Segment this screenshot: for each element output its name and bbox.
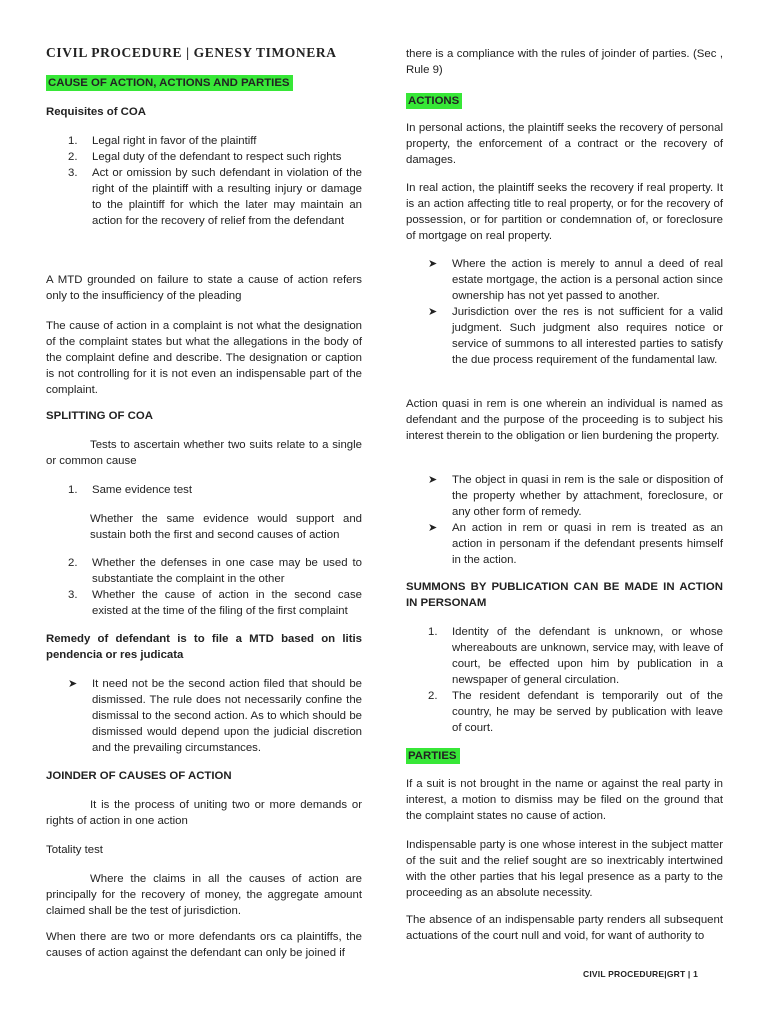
list-number: 3.: [68, 167, 78, 179]
requisites-list: [46, 133, 362, 229]
paragraph-quasi-in-rem: Action quasi in rem is one wherein an individual is named as defendant and the purpose of the proceeding is to subject his interest therein to the obligation or lien burdening the property.: [406, 398, 723, 442]
list-item-text: Jurisdiction over the res is not sufficient for a valid judgment. Such judgment also requires notice or service of summons to all interested parties to satisfy the due process requirement of the fundamental law.: [452, 306, 723, 366]
page-number: 1: [693, 969, 699, 979]
list-item-text: Act or omission by such defendant in violation of the right of the plaintiff with a resulting injury or damage to the plaintiff for which the later may maintain an action for the recovery of relief from the defendant: [92, 167, 362, 227]
paragraph-continuation: there is a compliance with the rules of joinder of parties. (Sec , Rule 9): [406, 48, 723, 76]
numbered-item: [406, 688, 723, 736]
list-item-text: The object in quasi in rem is the sale or disposition of the property whether by attachment, foreclosure, or any other form of remedy.: [452, 474, 723, 518]
numbered-item: [46, 133, 362, 149]
list-number: 2.: [428, 690, 438, 702]
list-item-text: Whether the defenses in one case may be used to substantiate the complaint in the other: [92, 557, 362, 585]
numbered-item: [406, 624, 723, 688]
list-item-text: Same evidence test: [92, 484, 193, 496]
paragraph-totality: Where the claims in all the causes of action are principally for the recovery of money, the aggregate amount claimed shall be the test of jurisdiction.: [46, 873, 362, 917]
paragraph-defendants: When there are two or more defendants ors ca plaintiffs, the causes of action against the defendant can only be joined if: [46, 931, 362, 959]
list-number: 2.: [68, 151, 78, 163]
list-item-text: Legal right in favor of the plaintiff: [92, 135, 257, 147]
footer-text: CIVIL PROCEDURE|GRT |: [583, 969, 694, 979]
heading-totality: Totality test: [46, 844, 103, 856]
paragraph-mtd: A MTD grounded on failure to state a cause of action refers only to the insufficiency of the pleading: [46, 274, 362, 302]
list-number: 1.: [68, 484, 78, 496]
paragraph-indispensable: Indispensable party is one whose interest in the subject matter of the suit and the relief sought are so inextricably intertwined with the other parties that his legal presence as a party to the proceeding as an absolute necessity.: [406, 839, 723, 899]
arrow-bullet-icon: ➤: [428, 474, 438, 486]
page-footer: [583, 966, 698, 982]
arrow-bullet-icon: ➤: [428, 306, 438, 318]
section-heading-cause: [46, 75, 362, 91]
list-item-text: It need not be the second action filed that should be dismissed. The rule does not necessarily confine the dismissal to the second action. As to which should be dismissed would depend upon the judicial discretion and the prevailing circumstances.: [92, 678, 362, 754]
section-heading-actions: [406, 93, 723, 109]
list-number: 1.: [428, 626, 438, 638]
heading-highlight: PARTIES: [406, 748, 460, 764]
document-title: CIVIL PROCEDURE | GENESY TIMONERA: [46, 45, 337, 60]
list-item-text: The resident defendant is temporarily out of the country, he may be served by publication with leave of court.: [452, 690, 723, 734]
numbered-item: [46, 587, 362, 619]
paragraph-tests: Tests to ascertain whether two suits relate to a single or common cause: [46, 439, 362, 467]
list-item-text: Where the action is merely to annul a deed of real estate mortgage, the action is a personal action since ownership has not yet passed to another.: [452, 258, 723, 302]
list-number: 2.: [68, 557, 78, 569]
paragraph-joinder: It is the process of uniting two or more demands or rights of action in one action: [46, 799, 362, 827]
heading-highlight: ACTIONS: [406, 93, 462, 109]
list-item-text: Legal duty of the defendant to respect such rights: [92, 151, 342, 163]
paragraph-cause-of-action: The cause of action in a complaint is not what the designation of the complaint states but what the allegations in the body of the complaint define and describe. The designation or caption is not controlling for it is not even an indispensable part of the complaint.: [46, 320, 362, 396]
bullet-item: [46, 676, 362, 756]
arrow-bullet-icon: ➤: [68, 678, 78, 690]
test-list-1: [46, 482, 362, 498]
section-heading-parties: [406, 748, 723, 764]
heading-splitting: SPLITTING OF COA: [46, 410, 153, 422]
heading-requisites: Requisites of COA: [46, 106, 146, 118]
quasi-bullets: [406, 472, 723, 568]
list-number: 1.: [68, 135, 78, 147]
heading-summons: SUMMONS BY PUBLICATION CAN BE MADE IN ACTION IN PERSONAM: [406, 581, 723, 609]
bullet-item: [406, 256, 723, 304]
bullet-item: [406, 304, 723, 368]
list-item-text: Whether the cause of action in the second case existed at the time of the filing of the first complaint: [92, 589, 362, 617]
paragraph-personal-actions: In personal actions, the plaintiff seeks the recovery of personal property, the enforcement of a contract or the recovery of damages.: [406, 122, 723, 166]
paragraph-absence: The absence of an indispensable party renders all subsequent actuations of the court null and void, for want of authority to: [406, 914, 723, 942]
paragraph-real-party: If a suit is not brought in the name or against the real party in interest, a motion to dismiss may be filed on the ground that the complaint states no cause of action.: [406, 778, 723, 822]
bullet-item: [406, 520, 723, 568]
numbered-item: [46, 555, 362, 587]
real-action-bullets: [406, 256, 723, 368]
bullet-item: [406, 472, 723, 520]
numbered-item: [46, 149, 362, 165]
list-item-text: Identity of the defendant is unknown, or whose whereabouts are unknown, service may, with leave of court, be effected upon him by publication in a newspaper of general circulation.: [452, 626, 723, 686]
test-list-2-3: [46, 555, 362, 619]
paragraph-real-actions: In real action, the plaintiff seeks the recovery if real property. It is an action affecting title to real property, or for the recovery of possession, or for partition or condemnation of, or foreclosure of mortgage on real property.: [406, 182, 723, 242]
numbered-item: [46, 165, 362, 229]
list-item-text: An action in rem or quasi in rem is treated as an action in personam if the defendant presents himself in the action.: [452, 522, 723, 566]
remedy-bullets: [46, 676, 362, 756]
heading-highlight: CAUSE OF ACTION, ACTIONS AND PARTIES: [46, 75, 293, 91]
arrow-bullet-icon: ➤: [428, 522, 438, 534]
heading-joinder: JOINDER OF CAUSES OF ACTION: [46, 770, 232, 782]
heading-remedy: Remedy of defendant is to file a MTD based on litis pendencia or res judicata: [46, 633, 362, 661]
numbered-item: [46, 482, 362, 498]
arrow-bullet-icon: ➤: [428, 258, 438, 270]
test1-description: Whether the same evidence would support and sustain both the first and second causes of action: [90, 513, 362, 541]
summons-list: [406, 624, 723, 736]
list-number: 3.: [68, 589, 78, 601]
